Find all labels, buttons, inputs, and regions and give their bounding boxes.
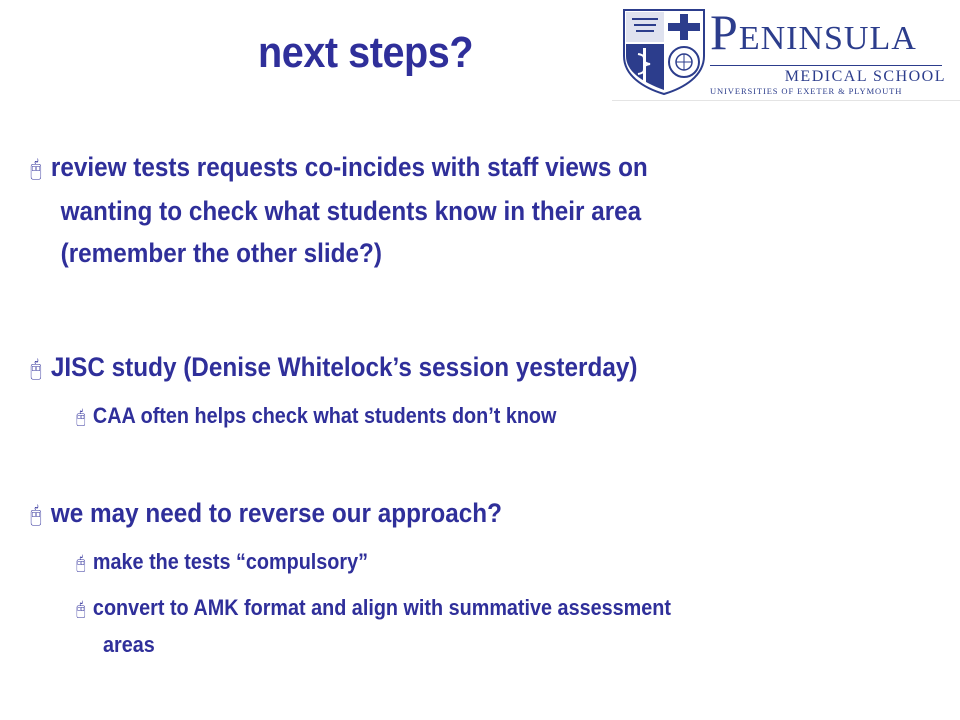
sub-bullet-item: [76, 544, 796, 581]
mouse-icon: 🖰: [76, 553, 86, 573]
bullet-line: review tests requests co-incides with staff views on: [50, 152, 648, 182]
logo-rule: [710, 65, 942, 66]
sub-bullet-item: [76, 590, 850, 662]
bullet-line: areas: [103, 632, 155, 657]
slide-title: next steps?: [258, 28, 474, 77]
logo-name: [710, 4, 950, 61]
bullet-line: (remember the other slide?): [60, 238, 382, 268]
sub-bullet-item: [76, 398, 796, 435]
peninsula-logo: [612, 0, 960, 101]
bullet-line: convert to AMK format and align with summative assessment: [92, 595, 671, 620]
mouse-icon: 🖰: [30, 356, 42, 381]
bullet-line: wanting to check what students know in their area: [60, 196, 642, 226]
bullet-line: make the tests “compulsory”: [92, 549, 369, 574]
bullet-item: [30, 346, 804, 390]
mouse-icon: 🖰: [30, 156, 42, 181]
logo-subtitle: MEDICAL SCHOOL: [784, 68, 946, 85]
bullet-item: [30, 146, 804, 274]
logo-crest-icon: [618, 4, 710, 96]
mouse-icon: 🖰: [76, 599, 86, 619]
logo-wordmark: [710, 4, 950, 97]
bullet-line: JISC study (Denise Whitelock’s session yesterday): [50, 352, 638, 382]
logo-name-initial: P: [710, 4, 739, 60]
bullet-item: [30, 492, 804, 536]
mouse-icon: 🖰: [76, 407, 86, 427]
logo-universities: UNIVERSITIES OF EXETER & PLYMOUTH: [710, 86, 903, 96]
mouse-icon: 🖰: [30, 502, 42, 527]
logo-name-rest: ENINSULA: [738, 20, 917, 57]
bullet-line: we may need to reverse our approach?: [50, 498, 502, 528]
bullet-line: CAA often helps check what students don’t know: [92, 403, 557, 428]
